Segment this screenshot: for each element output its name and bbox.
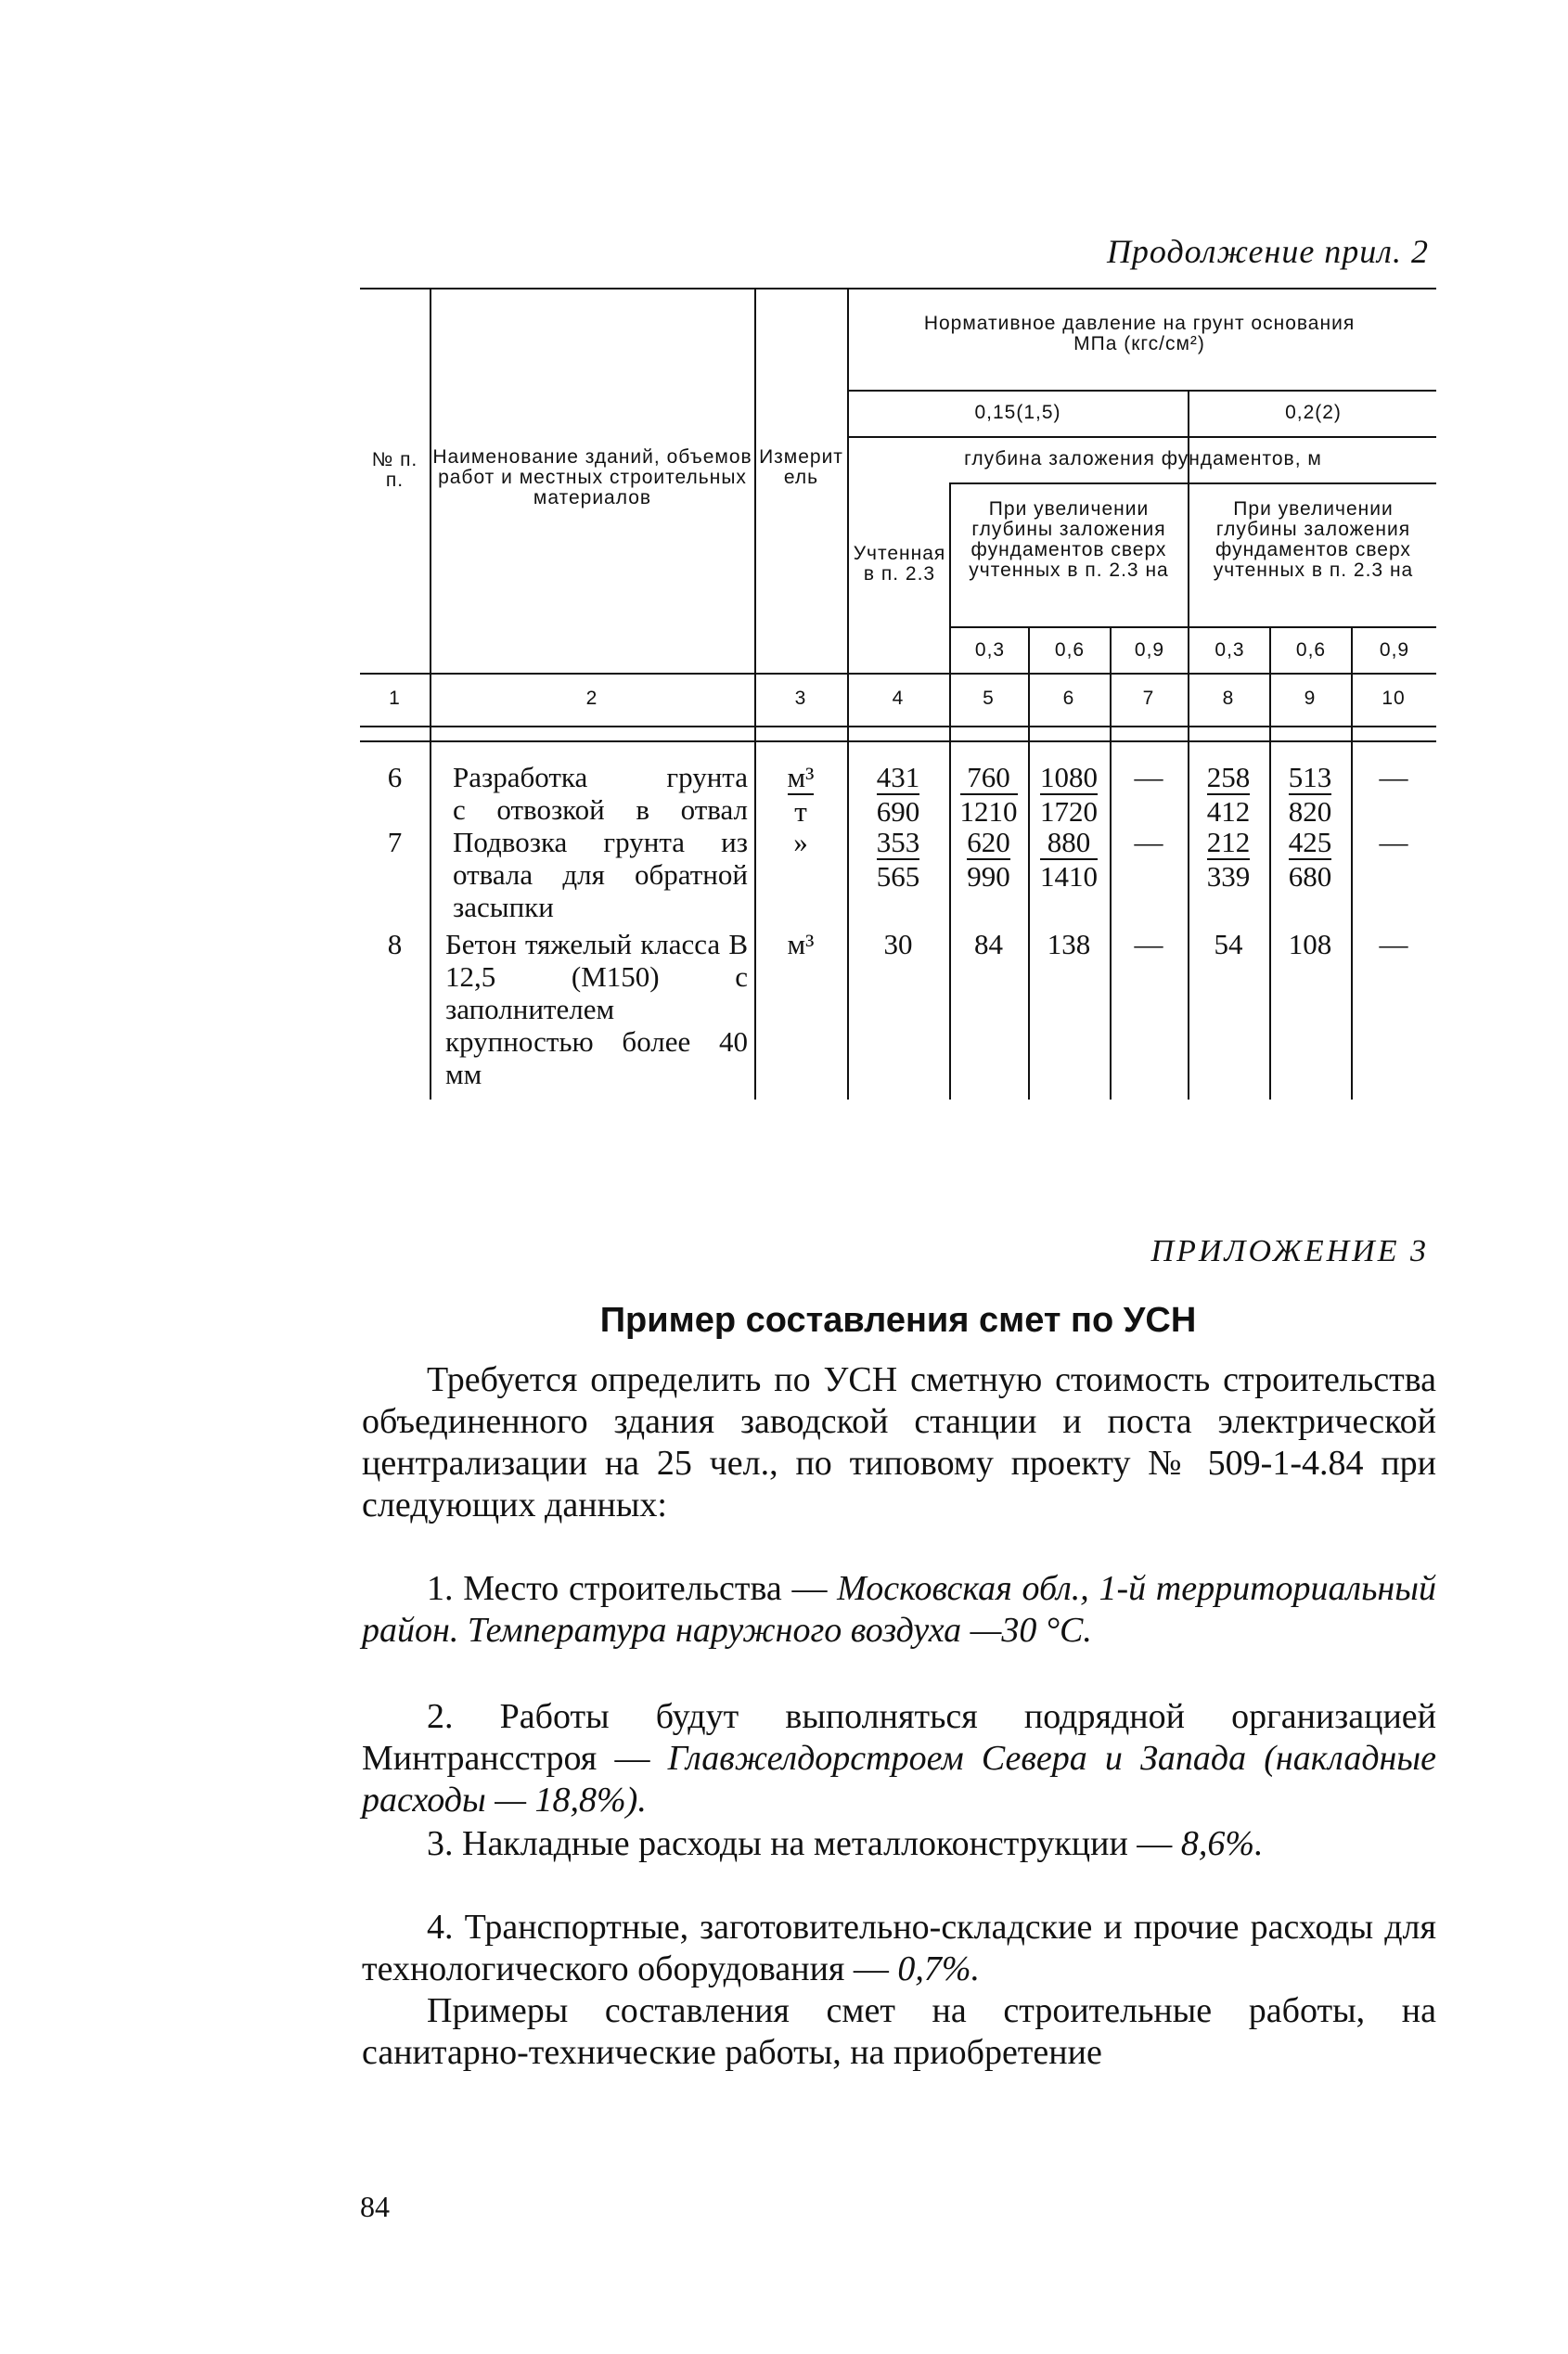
colnum-10: 10	[1382, 688, 1406, 709]
continuation-caption: Продолжение прил. 2	[1106, 233, 1429, 270]
value: 820	[1288, 795, 1332, 828]
intro-paragraph: Требуется определить по УСН сметную стоимость строительства объединенного здания заводской станции и поста электрической централизации на 25 чел., по типовому проекту № 509-1-4.84 при следующих данных:	[362, 1360, 1436, 1524]
header-pressure: Нормативное давление на грунт основания МПа (кгс/см²)	[923, 313, 1356, 354]
row-name: Подвозка грунта из отвала для обратной засыпки	[453, 826, 748, 923]
list-item-1	[362, 1568, 1436, 1652]
header-p2: 0,2(2)	[1285, 402, 1342, 423]
header-depth-03-a: 0,3	[974, 639, 1006, 661]
colnum-9: 9	[1304, 688, 1317, 709]
header-increase-1: При увеличении глубины заложения фундаментов сверх учтенных в п. 2.3 на	[969, 498, 1169, 581]
value: 990	[967, 860, 1010, 893]
value: 212	[1206, 826, 1251, 858]
value: 620	[967, 826, 1010, 858]
colnum-8: 8	[1222, 688, 1235, 709]
value: 1080	[1040, 761, 1098, 793]
header-counted: Учтенная в п. 2.3	[853, 543, 946, 585]
row-name: Бетон тяжелый класса В 12,5 (М150) с заполнителем крупностью более 40 мм	[445, 928, 748, 1090]
row-name-line-2: с отвозкой в отвал	[453, 793, 748, 826]
header-depth-06-a: 0,6	[1054, 639, 1086, 661]
colnum-4: 4	[892, 688, 905, 709]
row-name	[453, 761, 748, 826]
colnum-1: 1	[389, 688, 401, 709]
value: 760	[967, 761, 1010, 793]
value-dash: —	[1379, 761, 1408, 793]
section-title: Пример составления смет по УСН	[599, 1301, 1197, 1340]
value: 513	[1288, 761, 1332, 793]
row-name-line-1: Разработка грунта	[453, 761, 748, 793]
colnum-5: 5	[983, 688, 995, 709]
unit-denominator: т	[788, 793, 815, 828]
value: 880	[1047, 826, 1091, 858]
value: 258	[1206, 761, 1251, 793]
item-lead: 2. Работы будут выполняться подрядной организацией Минтрансстроя —	[362, 1697, 1436, 1778]
header-depth: глубина заложения фундаментов, м	[964, 448, 1322, 470]
value: 353	[876, 826, 920, 858]
row-number: 6	[387, 761, 403, 793]
colnum-7: 7	[1142, 688, 1155, 709]
unit-numerator: м³	[787, 761, 815, 793]
colnum-2: 2	[585, 688, 598, 709]
value-dash: —	[1134, 761, 1163, 793]
value-dash: —	[1134, 928, 1163, 960]
header-increase-2: При увеличении глубины заложения фундаментов сверх учтенных в п. 2.3 на	[1213, 498, 1414, 581]
foundation-table	[360, 288, 1436, 1100]
header-number: № п. п.	[371, 449, 418, 491]
header-depth-09-a: 0,9	[1134, 639, 1165, 661]
list-item-4	[362, 1907, 1436, 1990]
item-lead: 4. Транспортные, заготовительно-складские и прочие расходы для технологического оборудования —	[362, 1908, 1436, 1988]
header-depth-09-b: 0,9	[1379, 639, 1410, 661]
item-detail: 0,7%.	[897, 1949, 981, 1988]
colnum-3: 3	[794, 688, 807, 709]
list-item-3	[362, 1823, 1436, 1865]
unit: »	[793, 826, 808, 858]
appendix-heading: ПРИЛОЖЕНИЕ 3	[1150, 1234, 1429, 1268]
value: 108	[1288, 928, 1332, 960]
value: 412	[1206, 795, 1251, 828]
header-depth-06-b: 0,6	[1295, 639, 1327, 661]
header-depth-03-b: 0,3	[1215, 639, 1245, 661]
value: 54	[1214, 928, 1243, 960]
header-p1: 0,15(1,5)	[974, 402, 1061, 423]
value: 431	[876, 761, 920, 793]
value: 30	[883, 928, 913, 960]
item-detail: Главжелдорстроем Севера и Запада (накладные расходы — 18,8%).	[362, 1739, 1437, 1820]
value: 339	[1206, 860, 1251, 893]
item-lead: 1. Место строительства —	[427, 1569, 838, 1608]
list-item-2	[362, 1696, 1436, 1821]
item-detail: 8,6%.	[1180, 1824, 1264, 1863]
value: 565	[876, 860, 920, 893]
outro-paragraph: Примеры составления смет на строительные работы, на санитарно-технические работы, на приобретение	[362, 1991, 1436, 2072]
value: 425	[1288, 826, 1332, 858]
page-number: 84	[360, 2190, 390, 2223]
value: 680	[1288, 860, 1332, 893]
value: 84	[974, 928, 1003, 960]
value: 138	[1047, 928, 1091, 960]
header-name: Наименование зданий, объемов работ и местных строительных материалов	[432, 446, 752, 508]
value: 1720	[1040, 795, 1098, 828]
colnum-6: 6	[1062, 688, 1075, 709]
value-dash: —	[1379, 826, 1408, 858]
value-dash: —	[1134, 826, 1163, 858]
value: 1410	[1040, 860, 1098, 893]
header-unit: Измеритель	[759, 446, 843, 488]
row-number: 7	[387, 826, 403, 858]
value-dash: —	[1379, 928, 1408, 960]
value: 1210	[959, 795, 1018, 828]
unit: м³	[787, 928, 815, 960]
row-number: 8	[387, 928, 403, 960]
item-lead: 3. Накладные расходы на металлоконструкции —	[427, 1824, 1181, 1863]
item-detail: Московская обл., 1-й территориальный район. Температура наружного воздуха —30 °С.	[362, 1569, 1436, 1650]
value: 690	[876, 795, 920, 828]
